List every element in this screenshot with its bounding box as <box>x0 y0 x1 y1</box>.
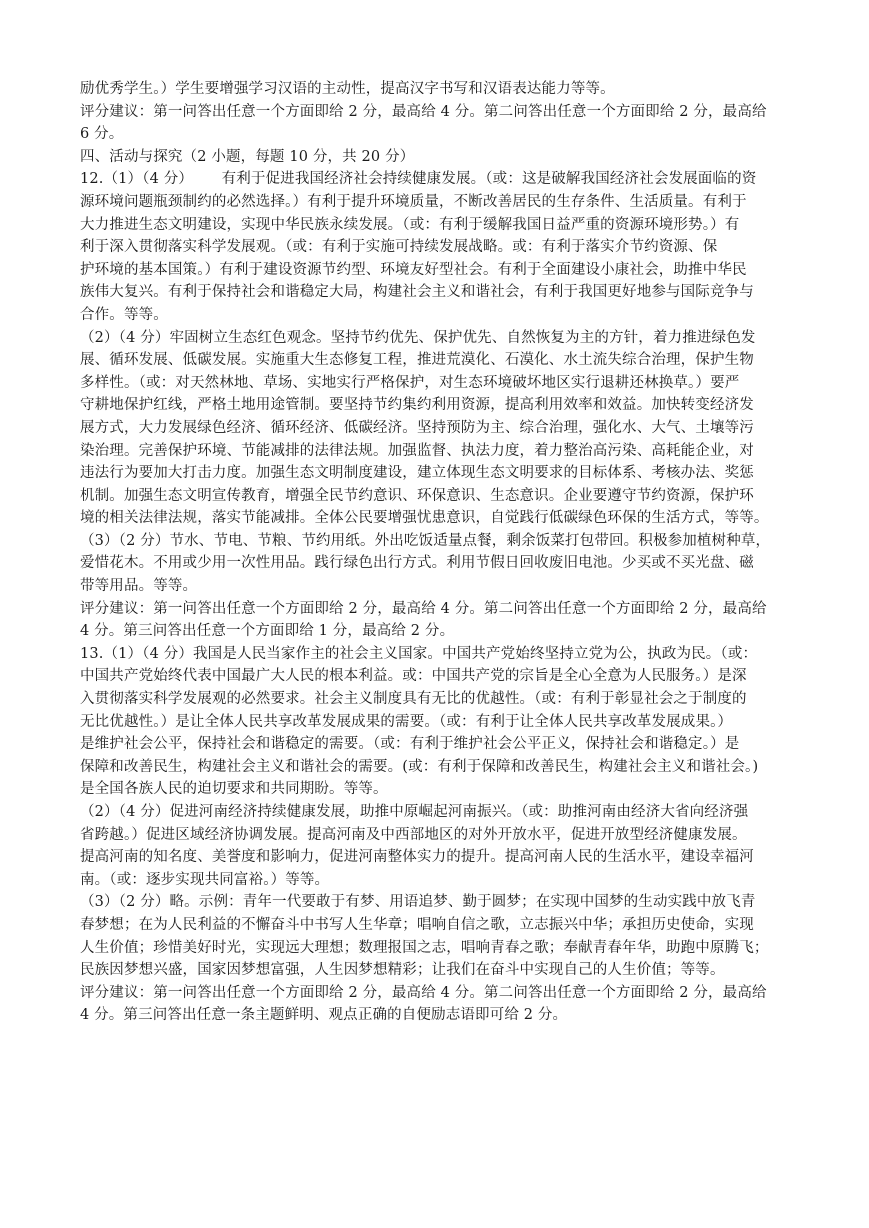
text-line: 中国共产党始终代表中国最广大人民的根本利益。或：中国共产党的宗旨是全心全意为人民服务。）是深 <box>80 668 747 685</box>
text-line: 利于深入贯彻落实科学发展观。（或：有利于实施可持续发展战略。或：有利于落实介节约资源、保 <box>80 239 718 256</box>
scoring-note-line: 评分建议：第一问答出任意一个方面即给 2 分，最高给 4 分。第二问答出任意一个方面即给 2 分，最高给 <box>80 984 767 1001</box>
text-line: 无比优越性。）是让全体人民共享改革发展成果的需要。（或：有利于让全体人民共享改革发展成果。） <box>80 713 733 730</box>
text-line: 护环境的基本国策。）有利于建设资源节约型、环境友好型社会。有利于全面建设小康社会，助推中华民 <box>80 261 747 278</box>
question-13-part-1: 13.（1）（4 分）我国是人民当家作主的社会主义国家。中国共产党始终坚持立党为公，执政为民。（或： <box>80 645 758 662</box>
text-line: 省跨越。）促进区域经济协调发展。提高河南及中西部地区的对外开放水平，促进开放型经济健康发展。 <box>80 826 747 843</box>
answer-key-page <box>80 78 794 1027</box>
text-line: 大力推进生态文明建设，实现中华民族永续发展。（或：有利于缓解我国日益严重的资源环境形势。）有 <box>80 216 740 233</box>
scoring-note-line: 评分建议：第一问答出任意一个方面即给 2 分，最高给 4 分。第二问答出任意一个方面即给 2 分，最高给 <box>80 600 767 617</box>
question-12-part-2: （2）（4 分）牢固树立生态红色观念。坚持节约优先、保护优先、自然恢复为主的方针，着力推进绿色发 <box>80 329 756 346</box>
text-line: 违法行为要加大打击力度。加强生态文明制度建设，建立体现生态文明要求的目标体系、考核办法、奖惩 <box>80 465 754 482</box>
text-line: 保障和改善民生，构建社会主义和谐社会的需要。(或：有利于保障和改善民生，构建社会主义和谐社会。) <box>80 758 759 775</box>
text-line: 机制。加强生态文明宣传教育，增强全民节约意识、环保意识、生态意识。企业要遵守节约资源，保护环 <box>80 487 754 504</box>
text-line: 人生价值；珍惜美好时光，实现远大理想；数理报国之志，唱响青春之歌；奉献青春年华，助跑中原腾飞； <box>80 939 769 956</box>
question-13-part-3: （3）（2 分）略。示例：青年一代要敢于有梦、用语追梦、勤于圆梦；在实现中国梦的生动实践中放飞青 <box>80 894 756 911</box>
question-12-part-3: （3）（2 分）节水、节电、节粮、节约用纸。外出吃饭适量点餐，剩余饭菜打包带回。积极参加植树种草， <box>80 532 771 549</box>
text-line: 展方式，大力发展绿色经济、循环经济、低碳经济。坚持预防为主、综合治理，强化水、大气、土壤等污 <box>80 419 754 436</box>
text-line: 染治理。完善保护环境、节能减排的法律法规。加强监督、执法力度，着力整治高污染、高耗能企业，对 <box>80 442 754 459</box>
scoring-note-line: 4 分。第三问答出任意一条主题鲜明、观点正确的自便励志语即可给 2 分。 <box>80 1007 568 1024</box>
scoring-note-line: 6 分。 <box>80 126 124 143</box>
question-12-part-1: 12.（1）（4 分） 有利于促进我国经济社会持续健康发展。（或：这是破解我国经济社会发展面临的资 <box>80 171 757 188</box>
text-line: 族伟大复兴。有利于保持社会和谐稳定大局，构建社会主义和谐社会，有利于我国更好地参与国际竞争与 <box>80 284 754 301</box>
text-line: 春梦想；在为人民利益的不懈奋斗中书写人生华章；唱响自信之歌，立志振兴中华；承担历史使命，实现 <box>80 916 754 933</box>
text-line: 带等用品。等等。 <box>80 578 198 595</box>
text-line: 展、循环发展、低碳发展。实施重大生态修复工程，推进荒漠化、石漠化、水土流失综合治理，保护生物 <box>80 352 754 369</box>
text-line: 是全国各族人民的迫切要求和共同期盼。等等。 <box>80 781 388 798</box>
text-line: 境的相关法律法规，落实节能减排。全体公民要增强忧患意识，自觉践行低碳绿色环保的生活方式，等等。 <box>80 510 769 527</box>
scoring-note-line: 4 分。第三问答出任意一个方面即给 1 分，最高给 2 分。 <box>80 623 455 640</box>
text-line: 合作。等等。 <box>80 306 168 323</box>
text-line: 守耕地保护红线，严格土地用途管制。要坚持节约集约利用资源，提高利用效率和效益。加快转变经济发 <box>80 397 754 414</box>
text-line: 源环境问题瓶颈制约的必然选择。）有利于提升环境质量，不断改善居民的生存条件、生活质量。有利于 <box>80 193 747 210</box>
text-line: 是维护社会公平，保持社会和谐稳定的需要。（或：有利于维护社会公平正义，保持社会和谐稳定。）是 <box>80 736 740 753</box>
question-13-part-2: （2）（4 分）促进河南经济持续健康发展，助推中原崛起河南振兴。（或：助推河南由经济大省向经济强 <box>80 804 749 820</box>
text-line: 提高河南的知名度、美誉度和影响力，促进河南整体实力的提升。提高河南人民的生活水平，建设幸福河 <box>80 849 754 866</box>
text-line: 入贯彻落实科学发展观的必然要求。社会主义制度具有无比的优越性。（或：有利于彰显社会之于制度的 <box>80 691 747 708</box>
scoring-note-line: 评分建议：第一问答出任意一个方面即给 2 分，最高给 4 分。第二问答出任意一个方面即给 2 分，最高给 <box>80 103 767 120</box>
text-line: 励优秀学生。）学生要增强学习汉语的主动性，提高汉字书写和汉语表达能力等等。 <box>80 81 615 97</box>
text-line: 南。（或：逐步实现共同富裕。）等等。 <box>80 871 330 888</box>
text-line: 多样性。（或：对天然林地、草场、实地实行严格保护，对生态环境破坏地区实行退耕还林换草。）要严 <box>80 374 740 391</box>
text-line: 爱惜花木。不用或少用一次性用品。践行绿色出行方式。利用节假日回收废旧电池。少买或不买光盘、磁 <box>80 555 754 572</box>
text-line: 民族因梦想兴盛，国家因梦想富强，人生因梦想精彩；让我们在奋斗中实现自己的人生价值；等等。 <box>80 962 725 979</box>
section-heading: 四、活动与探究（2 小题，每题 10 分，共 20 分） <box>80 148 415 165</box>
